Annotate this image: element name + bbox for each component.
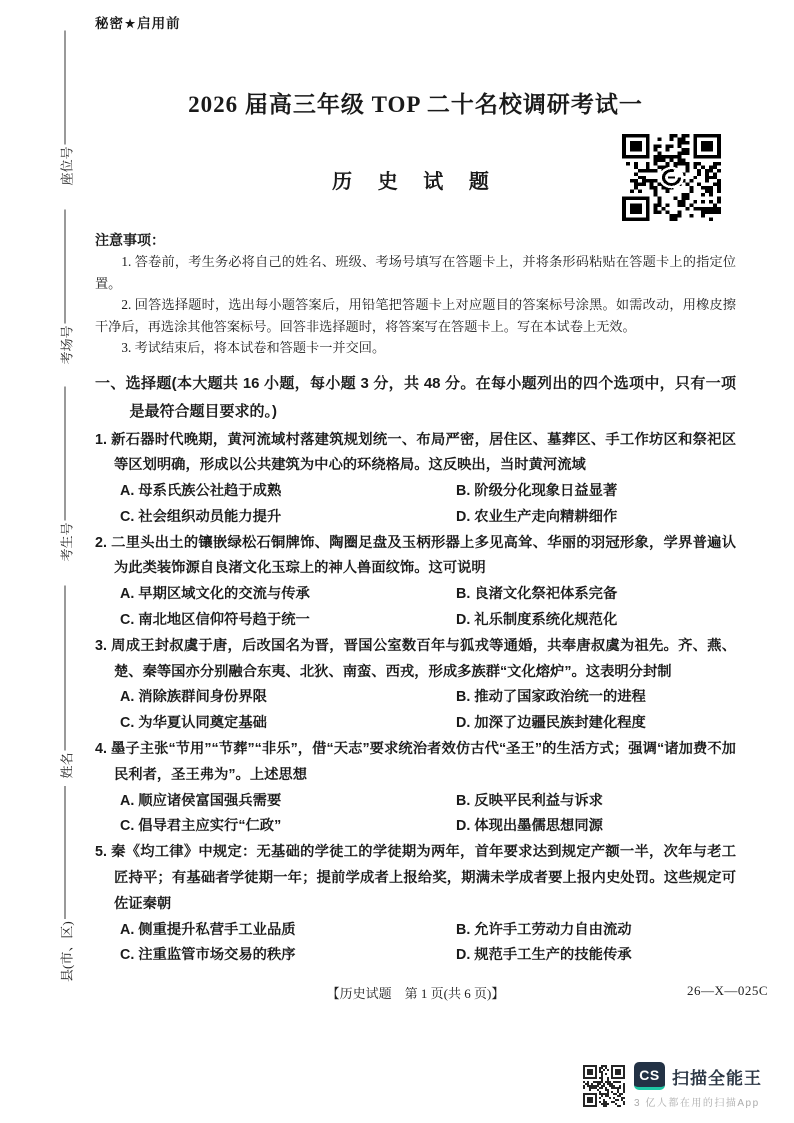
option-d: D. 体现出墨儒思想同源 [456,818,603,835]
margin-label: 考生号 [59,521,75,561]
question-text: 新石器时代晚期，黄河流域村落建筑规划统一、布局严密，居住区、墓葬区、手工作坊区和祭祀区等区划明确，形成以公共建筑为中心的环绕格局。这反映出，当时黄河流域 [111,431,736,474]
question-list [95,428,736,970]
margin-label: 考场号 [59,324,75,364]
paper-code: 26—X—025C [686,983,768,998]
option-a: A. 消除族群间身份界限 [120,689,267,706]
option-a: A. 顺应诸侯富国强兵需要 [120,792,282,809]
question-3 [95,634,736,737]
paper-content [95,86,736,969]
option-d: D. 规范手工生产的技能传承 [456,947,632,964]
fill-in-line [63,585,65,750]
question-text: 墨子主张“节用”“节葬”“非乐”，借“天志”要求统治者效仿古代“圣王”的生活方式；强调“诸加费不加民利者，圣王弗为”。上述思想 [110,741,736,783]
question-text: 二里头出土的镶嵌绿松石铜牌饰、陶圈足盘及玉柄形器上多见高耸、华丽的羽冠形象，学界普遍认为此类装饰源自良渚文化玉琮上的神人兽面纹饰。这可说明 [111,534,736,577]
margin-label: 座位号 [59,145,75,185]
classification-label: 秘密★启用前 [95,16,181,31]
fill-in-line [63,209,65,323]
notice-item: 3. 考试结束后，将本试卷和答题卡一并交回。 [121,340,386,355]
page-footer [95,983,768,1002]
question-stem [95,737,736,789]
section-heading: 一、选择题(本大题共 16 小题，每小题 3 分，共 48 分。在每小题列出的四个选项中，只有一项是最符合题目要求的。) [95,374,736,420]
question-2 [95,531,736,634]
option-c: C. 倡导君主应实行“仁政” [120,818,282,835]
option-group [120,479,736,531]
qr-code [622,134,721,221]
option-c: C. 注重监管市场交易的秩序 [120,947,296,964]
watermark-qr-code [583,1065,625,1107]
margin-field-county [52,786,80,982]
question-text: 周成王封叔虞于唐，后改国名为晋，晋国公室数百年与狐戎等通婚，共奉唐叔虞为祖先。齐、燕、楚、秦等国亦分别融合东夷、北狄、南蛮、西戎，形成多族群“文化熔炉”。这表明分封制 [111,637,736,680]
option-b: B. 允许手工劳动力自由流动 [456,921,632,938]
question-4 [95,737,736,840]
notice-section [95,230,736,359]
margin-field-exam-room [52,209,80,364]
option-a: A. 早期区域文化的交流与传承 [120,586,310,603]
question-stem [95,531,736,583]
footer-page-indicator: 【历史试题 第 1 页(共 6 页)】 [326,986,505,1001]
option-c: C. 为华夏认同奠定基础 [120,715,267,732]
question-number: 5. [95,844,107,861]
option-b: B. 推动了国家政治统一的进程 [456,689,646,706]
camscanner-logo-icon [634,1062,665,1090]
question-number: 4. [95,741,107,758]
notice-heading: 注意事项： [95,232,165,248]
option-group [120,685,736,737]
fill-in-line [63,386,65,520]
cs-logo-text: CS [639,1066,660,1083]
option-b: B. 阶级分化现象日益显著 [456,483,618,500]
notice-item: 2. 回答选择题时，选出每小题答案后，用铅笔把答题卡上对应题目的答案标号涂黑。如需改动，用橡皮擦干净后，再选涂其他答案标号。回答非选择题时，将答案写在答题卡上。写在本试卷上无效。 [95,297,736,334]
option-a: A. 母系氏族公社趋于成熟 [120,483,282,500]
question-stem [95,428,736,480]
brand-tagline: 3 亿人都在用的扫描App [634,1098,760,1109]
option-b: B. 反映平民利益与诉求 [456,792,603,809]
question-number: 1. [95,431,107,448]
notice-item: 1. 答卷前，考生务必将自己的姓名、班级、考场号填写在答题卡上，并将条形码粘贴在答题卡上的指定位置。 [95,254,736,291]
margin-field-name [52,585,80,778]
subject-title: 历 史 试 题 [332,171,499,193]
question-number: 3. [95,637,107,654]
fill-in-line [63,30,65,144]
option-c: C. 社会组织动员能力提升 [120,508,282,525]
option-b: B. 良渚文化祭祀体系完备 [456,586,618,603]
option-group [120,918,736,970]
question-5 [95,840,736,969]
margin-label: 姓名 [59,751,75,778]
exam-title: 2026 届高三年级 TOP 二十名校调研考试一 [188,92,643,117]
option-group [120,789,736,841]
question-stem [95,840,736,917]
option-a: A. 侧重提升私营手工业品质 [120,921,296,938]
margin-field-seat-number [52,30,80,185]
question-stem [95,634,736,686]
option-d: D. 礼乐制度系统化规范化 [456,612,618,629]
question-1 [95,428,736,531]
margin-label: 县(市、区) [59,921,75,982]
option-d: D. 农业生产走向精耕细作 [456,508,618,525]
option-c: C. 南北地区信仰符号趋于统一 [120,612,310,629]
question-number: 2. [95,534,107,551]
option-d: D. 加深了边疆民族封建化程度 [456,715,646,732]
margin-field-candidate-number [52,386,80,561]
fill-in-line [63,786,65,919]
brand-name: 扫描全能王 [672,1068,762,1088]
option-group [120,582,736,634]
scanner-watermark [583,1062,762,1109]
question-text: 秦《均工律》中规定：无基础的学徒工的学徒期为两年，首年要求达到规定产额一半，次年与老工匠持平；有基础者学徒期一年；提前学成者上报给奖，期满未学成者要上报内史处罚。这些规定可佐证秦朝 [111,844,736,912]
binding-margin [52,30,80,1000]
